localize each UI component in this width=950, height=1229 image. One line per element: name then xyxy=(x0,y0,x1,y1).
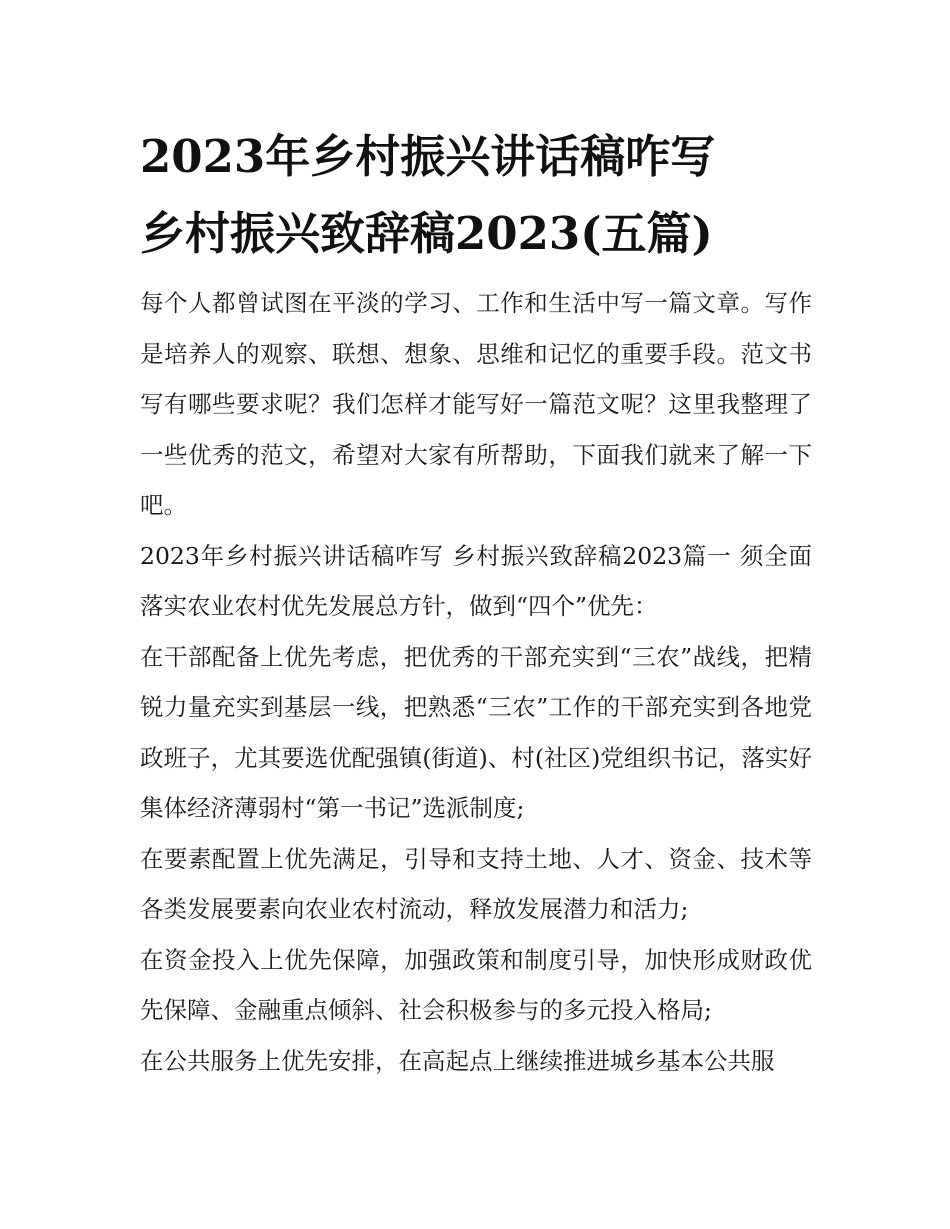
paragraph-section-one: 2023年乡村振兴讲话稿咋写 乡村振兴致辞稿2023篇一 须全面落实农业农村优先发展总方针，做到“四个”优先： xyxy=(140,541,812,620)
title-line-1: 2023年乡村振兴讲话稿咋写 xyxy=(140,130,716,183)
paragraph-factors: 在要素配置上优先满足，引导和支持土地、人才、资金、技术等各类发展要素向农业农村流动，释放发展潜力和活力; xyxy=(140,844,812,923)
paragraph-cadres: 在干部配备上优先考虑，把优秀的干部充实到“三农”战线，把精锐力量充实到基层一线，把熟悉“三农”工作的干部充实到各地党政班子，尤其要选优配强镇(街道)、村(社区)党组织书记，落实好集体经济薄弱村“第一书记”选派制度; xyxy=(140,642,812,822)
paragraph-intro: 每个人都曾试图在平淡的学习、工作和生活中写一篇文章。写作是培养人的观察、联想、想象、思维和记忆的重要手段。范文书写有哪些要求呢？我们怎样才能写好一篇范文呢？这里我整理了一些优秀的范文，希望对大家有所帮助，下面我们就来了解一下吧。 xyxy=(140,289,812,519)
document-title xyxy=(140,118,820,272)
paragraph-public-services: 在公共服务上优先安排，在高起点上继续推进城乡基本公共服 xyxy=(140,1046,775,1075)
document-body xyxy=(140,278,812,1086)
paragraph-funding: 在资金投入上优先保障，加强政策和制度引导，加快形成财政优先保障、金融重点倾斜、社会积极参与的多元投入格局; xyxy=(140,945,812,1024)
title-line-2: 乡村振兴致辞稿2023(五篇) xyxy=(140,207,713,260)
